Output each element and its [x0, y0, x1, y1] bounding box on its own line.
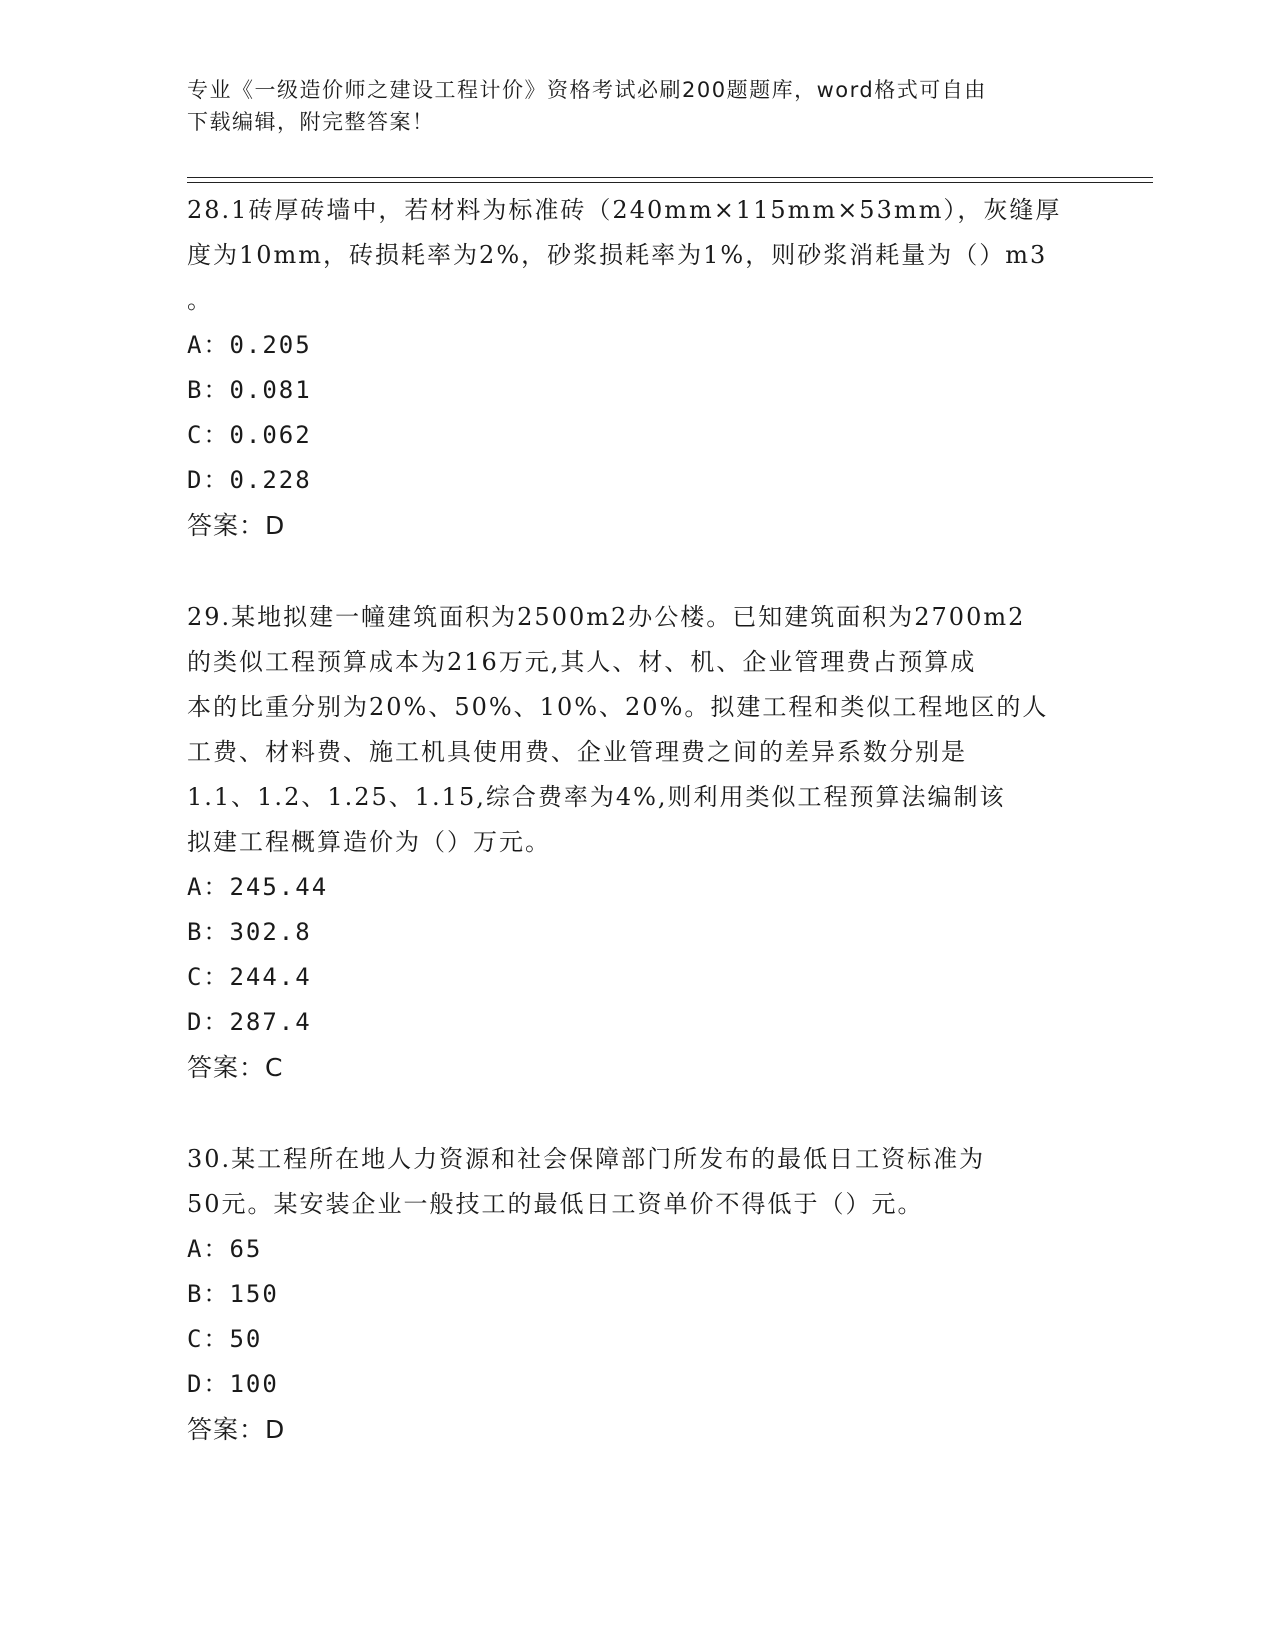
option-list	[187, 865, 1087, 1045]
option-d: D：100	[187, 1370, 279, 1398]
question-line: 50元。某安装企业一般技工的最低日工资单价不得低于（）元。	[187, 1190, 924, 1218]
option-a: A：0.205	[187, 331, 312, 359]
question-text	[187, 595, 1087, 865]
option-a: A：65	[187, 1235, 263, 1263]
question-line: 工费、材料费、施工机具使用费、企业管理费之间的差异系数分别是	[187, 738, 967, 766]
header-line-1: 专业《一级造价师之建设工程计价》资格考试必刷200题题库，word格式可自由	[187, 78, 987, 102]
document-header	[187, 74, 1067, 138]
option-b: B：0.081	[187, 376, 312, 404]
option-c: C：0.062	[187, 421, 312, 449]
option-b: B：302.8	[187, 918, 312, 946]
option-list	[187, 323, 1087, 503]
answer-label: 答案：D	[187, 1415, 286, 1444]
answer-label: 答案：D	[187, 511, 286, 540]
option-c: C：50	[187, 1325, 263, 1353]
header-divider-bottom	[187, 182, 1153, 183]
question-30	[187, 1137, 1087, 1452]
option-d: D：287.4	[187, 1008, 312, 1036]
question-line: 。	[187, 286, 213, 314]
option-d: D：0.228	[187, 466, 312, 494]
question-line: 拟建工程概算造价为（）万元。	[187, 828, 551, 856]
option-c: C：244.4	[187, 963, 312, 991]
header-line-2: 下载编辑，附完整答案！	[187, 110, 435, 134]
question-line: 1.1、1.2、1.25、1.15,综合费率为4%,则利用类似工程预算法编制该	[187, 783, 1006, 811]
question-28	[187, 188, 1087, 548]
answer-label: 答案：C	[187, 1053, 284, 1082]
option-a: A：245.44	[187, 873, 329, 901]
question-line: 的类似工程预算成本为216万元,其人、材、机、企业管理费占预算成	[187, 648, 977, 676]
question-29	[187, 595, 1087, 1090]
question-line: 度为10mm，砖损耗率为2%，砂浆损耗率为1%，则砂浆消耗量为（）m3	[187, 241, 1048, 269]
option-list	[187, 1227, 1087, 1407]
question-line: 本的比重分别为20%、50%、10%、20%。拟建工程和类似工程地区的人	[187, 693, 1049, 721]
header-divider-top	[187, 177, 1153, 178]
question-list	[187, 188, 1087, 1499]
question-text	[187, 188, 1087, 323]
option-b: B：150	[187, 1280, 279, 1308]
question-line: 29.某地拟建一幢建筑面积为2500m2办公楼。已知建筑面积为2700m2	[187, 603, 1026, 631]
question-line: 28.1砖厚砖墙中，若材料为标准砖（240mm×115mm×53mm），灰缝厚	[187, 196, 1062, 224]
question-text	[187, 1137, 1087, 1227]
question-line: 30.某工程所在地人力资源和社会保障部门所发布的最低日工资标准为	[187, 1145, 986, 1173]
